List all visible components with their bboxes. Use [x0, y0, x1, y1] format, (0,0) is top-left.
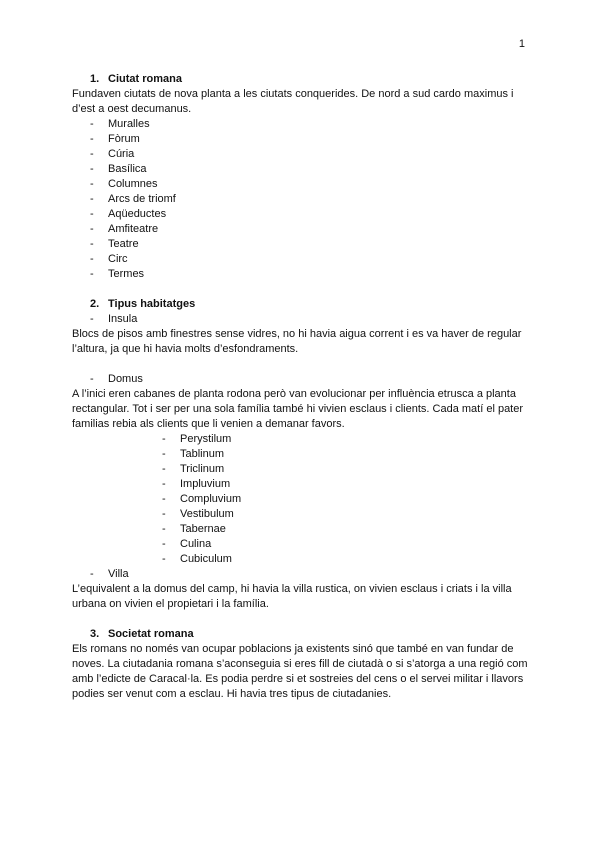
list-item: - Arcs de triomf — [90, 193, 176, 205]
insula-list — [72, 312, 528, 327]
city-elements-list — [72, 117, 528, 282]
list-item: - Triclinum — [162, 463, 225, 475]
list-item: - Culina — [162, 538, 212, 550]
list-item: - Circ — [90, 253, 128, 265]
insula-text: Blocs de pisos amb finestres sense vidres, no hi havia aigua corrent i es va haver de regular l’altura, ja que hi havia molts d’esfondraments. — [72, 328, 522, 355]
villa-text: L’equivalent a la domus del camp, hi havia la villa rustica, on vivien esclaus i criats i la villa urbana on vivien el propietari i la família. — [72, 583, 512, 610]
list-item: - Basílica — [90, 163, 147, 175]
list-item: - Perystilum — [162, 433, 232, 445]
section-2-title: Tipus habitatges — [108, 298, 196, 310]
list-item: - Cúria — [90, 148, 135, 160]
list-item: - Tabernae — [162, 523, 226, 535]
list-item: - Termes — [90, 268, 145, 280]
section-1-title: Ciutat romana — [108, 73, 182, 85]
list-item: - Muralles — [90, 118, 150, 130]
domus-text: A l’inici eren cabanes de planta rodona però van evolucionar per influència etrusca a planta rectangular. Tot i ser per una sola família també hi vivien esclaus i clients. Cada matí el pater familias rebia als clients que li venien a demanar favors. — [72, 388, 524, 430]
page-number: 1 — [518, 38, 525, 50]
list-item: - Columnes — [90, 178, 158, 190]
list-item: - Fòrum — [90, 133, 140, 145]
section-3-heading — [72, 627, 528, 642]
list-item: - Compluvium — [162, 493, 242, 505]
list-item: - Aqüeductes — [90, 208, 167, 220]
list-item: - Tablinum — [162, 448, 225, 460]
list-item: - Teatre — [90, 238, 139, 250]
list-item: - Amfiteatre — [90, 223, 159, 235]
list-item: - Villa — [90, 568, 129, 580]
list-item: - Insula — [90, 313, 138, 325]
section-2-number: 2. — [90, 298, 100, 310]
section-1-number: 1. — [90, 73, 100, 85]
list-item: - Impluvium — [162, 478, 231, 490]
section-3-number: 3. — [90, 628, 100, 640]
list-item: - Cubiculum — [162, 553, 232, 565]
list-item: - Vestibulum — [162, 508, 234, 520]
domus-list — [72, 372, 528, 387]
villa-list — [72, 567, 528, 582]
section-3-title: Societat romana — [108, 628, 194, 640]
section-2-heading — [72, 297, 528, 312]
section-1-intro: Fundaven ciutats de nova planta a les ciutats conquerides. De nord a sud cardo maximus i d’est a oest decumanus. — [72, 88, 514, 115]
document-body — [72, 72, 528, 702]
section-1-heading — [72, 72, 528, 87]
list-item: - Domus — [90, 373, 143, 385]
domus-parts-list — [72, 432, 528, 567]
section-3-text: Els romans no només van ocupar poblacions ja existents sinó que també en van fundar de noves. La ciutadania romana s’aconseguia si eres fill de ciutadà o si s’atorga a una regió com amb l’edicte de Caracal·la. Es podia perdre si et sostreies del cens o el servei militar i llavors podies ser venut com a esclau. Hi havia tres tipus de ciutadanies. — [72, 643, 528, 700]
